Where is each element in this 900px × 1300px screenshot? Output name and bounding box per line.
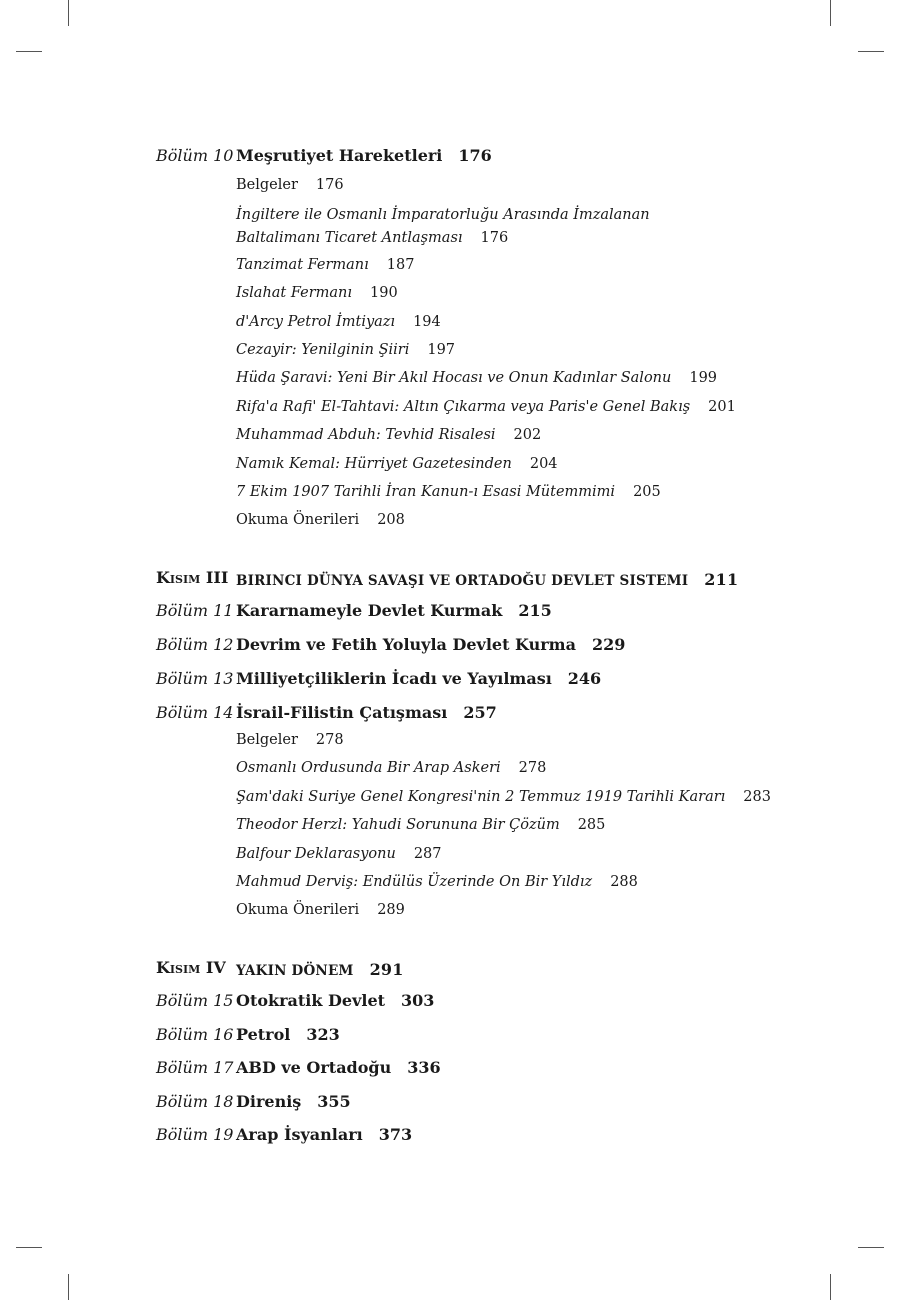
crop-mark xyxy=(858,1247,884,1248)
section-title: Okuma Önerileri xyxy=(236,512,360,528)
chapter-label: Bölüm 13 xyxy=(156,669,234,688)
crop-mark xyxy=(830,0,831,26)
chapter-title: Meşrutiyet Hareketleri 176 xyxy=(236,146,492,165)
page-number: 199 xyxy=(689,370,718,386)
chapter-title: Direniş 355 xyxy=(236,1092,351,1111)
section-title: Belgeler xyxy=(236,177,298,193)
page-number: 176 xyxy=(315,177,344,193)
chapter-label: Bölüm 12 xyxy=(156,635,234,654)
chapter-label: Bölüm 18 xyxy=(156,1092,234,1111)
section-title: Hüda Şaravi: Yeni Bir Akıl Hocası ve Onun Kadınlar Salonu xyxy=(236,370,672,386)
section-title: Namık Kemal: Hürriyet Gazetesinden xyxy=(236,456,512,472)
section-title: Rifa'a Rafi' El-Tahtavi: Altın Çıkarma veya Paris'e Genel Bakış xyxy=(236,399,691,415)
page-number: 289 xyxy=(377,902,405,918)
part-label: Kısım IV xyxy=(156,958,226,977)
page-number: 291 xyxy=(369,960,404,979)
part-label: Kısım III xyxy=(156,568,229,587)
chapter-label: Bölüm 14 xyxy=(156,703,234,722)
chapter-label: Bölüm 11 xyxy=(156,601,234,620)
chapter-title: Petrol 323 xyxy=(236,1025,340,1044)
chapter-label: Bölüm 15 xyxy=(156,991,234,1010)
page-number: 187 xyxy=(386,257,415,273)
chapter-label: Bölüm 19 xyxy=(156,1125,234,1144)
page-number: 208 xyxy=(377,512,405,528)
page-number: 257 xyxy=(463,703,497,722)
page-number: 229 xyxy=(591,635,626,654)
crop-mark xyxy=(830,1274,831,1300)
page-number: 278 xyxy=(315,732,344,748)
section-title: Balfour Deklarasyonu xyxy=(236,846,396,862)
section-title: 7 Ekim 1907 Tarihli İran Kanun-ı Esasi Mütemmimi xyxy=(236,484,616,500)
chapter-title: ABD ve Ortadoğu 336 xyxy=(236,1058,441,1077)
page-number: 323 xyxy=(306,1025,340,1044)
page-number: 283 xyxy=(743,789,771,805)
page-number: 278 xyxy=(518,760,547,776)
page-number: 355 xyxy=(317,1092,351,1111)
page-number: 211 xyxy=(704,570,739,589)
section-title: Mahmud Derviş: Endülüs Üzerinde On Bir Yıldız xyxy=(236,874,593,890)
chapter-title: Arap İsyanları 373 xyxy=(236,1125,413,1144)
chapter-label: Bölüm 17 xyxy=(156,1058,234,1077)
crop-mark xyxy=(68,0,69,26)
section-title: Şam'daki Suriye Genel Kongresi'nin 2 Temmuz 1919 Tarihli Kararı xyxy=(236,789,726,805)
section-title: Theodor Herzl: Yahudi Sorununa Bir Çözüm xyxy=(236,817,560,833)
page-number: 176 xyxy=(458,146,492,165)
section-title: Okuma Önerileri xyxy=(236,902,360,918)
section-title: Tanzimat Fermanı xyxy=(236,257,369,273)
page-number: 197 xyxy=(427,342,456,358)
chapter-title: İsrail-Filistin Çatışması 257 xyxy=(236,703,497,722)
page-number: 336 xyxy=(407,1058,441,1077)
section-title: İngiltere ile Osmanlı İmparatorluğu Arasında İmzalanan Baltalimanı Ticaret Antlaşması xyxy=(236,207,650,246)
chapter-title: Otokratik Devlet 303 xyxy=(236,991,435,1010)
page-number: 190 xyxy=(370,285,398,301)
page-number: 246 xyxy=(567,669,602,688)
page-number: 201 xyxy=(708,399,736,415)
section-title: d'Arcy Petrol İmtiyazı xyxy=(236,314,396,330)
chapter-title: Kararnameyle Devlet Kurmak 215 xyxy=(236,601,552,620)
page-number: 205 xyxy=(633,484,661,500)
page-number: 303 xyxy=(401,991,435,1010)
crop-mark xyxy=(858,51,884,52)
crop-mark xyxy=(16,51,42,52)
chapter-title: Devrim ve Fetih Yoluyla Devlet Kurma 229 xyxy=(236,635,626,654)
part-title: YAKIN DÖNEM 291 xyxy=(236,960,404,979)
page-number: 202 xyxy=(513,427,542,443)
page-number: 176 xyxy=(480,230,509,246)
crop-mark xyxy=(68,1274,69,1300)
section-title: Cezayir: Yenilginin Şiiri xyxy=(236,342,410,358)
section-title: Muhammad Abduh: Tevhid Risalesi xyxy=(236,427,496,443)
part-title: BIRINCI DÜNYA SAVAŞI VE ORTADOĞU DEVLET SISTEMI 211 xyxy=(236,570,739,589)
page-number: 373 xyxy=(378,1125,413,1144)
crop-mark xyxy=(16,1247,42,1248)
section-title: Islahat Fermanı xyxy=(236,285,353,301)
chapter-label: Bölüm 16 xyxy=(156,1025,234,1044)
page-number: 194 xyxy=(413,314,441,330)
page-number: 285 xyxy=(577,817,606,833)
section-title: Osmanlı Ordusunda Bir Arap Askeri xyxy=(236,760,501,776)
page-number: 288 xyxy=(610,874,638,890)
chapter-title: Milliyetçiliklerin İcadı ve Yayılması 246 xyxy=(236,669,602,688)
section-title: Belgeler xyxy=(236,732,298,748)
page-number: 204 xyxy=(529,456,558,472)
chapter-label: Bölüm 10 xyxy=(156,146,234,165)
page-number: 287 xyxy=(413,846,442,862)
page-number: 215 xyxy=(518,601,552,620)
